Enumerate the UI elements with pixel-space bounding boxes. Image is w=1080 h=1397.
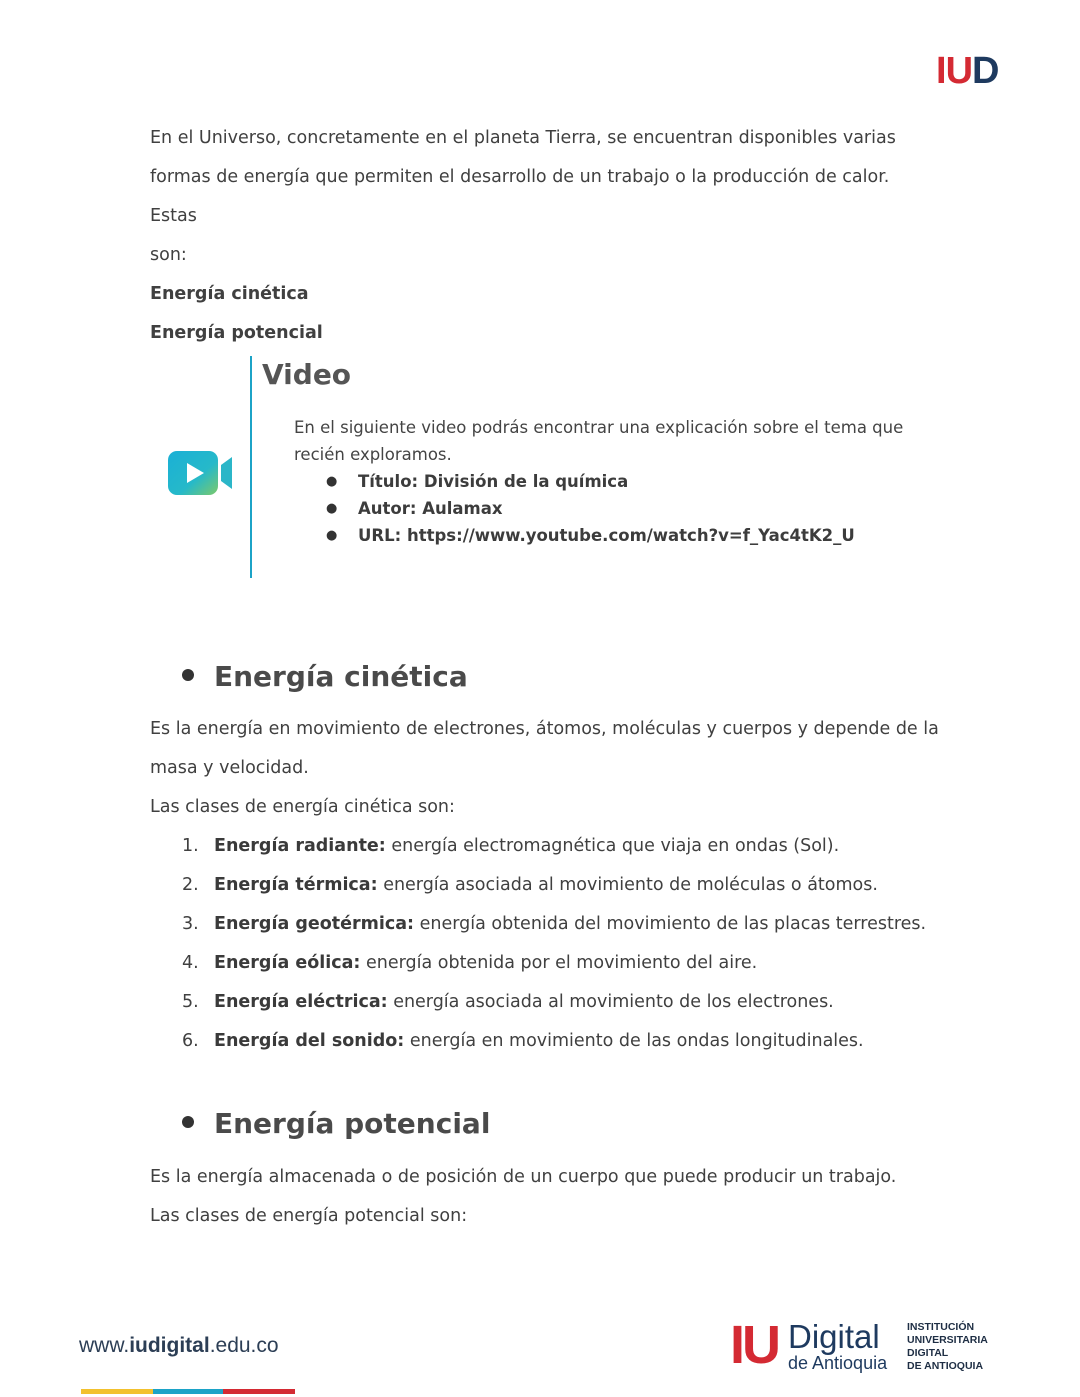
potential-heading: Energía potencial bbox=[182, 1107, 490, 1140]
intro-line: En el Universo, concretamente en el planeta Tierra, se encuentran disponibles varias bbox=[150, 128, 896, 148]
kinetic-classes-list bbox=[182, 827, 942, 1061]
kinetic-heading: Energía cinética bbox=[182, 660, 468, 693]
bullet-icon bbox=[182, 1116, 194, 1128]
kinetic-line: masa y velocidad. bbox=[150, 758, 309, 778]
intro-line: formas de energía que permiten el desarrollo de un trabajo o la producción de calor. Estas bbox=[150, 167, 890, 226]
video-body bbox=[294, 414, 934, 549]
kinetic-paragraph bbox=[150, 710, 940, 827]
kinetic-line: Las clases de energía cinética son: bbox=[150, 797, 455, 817]
potential-line: Es la energía almacenada o de posición de un cuerpo que puede producir un trabajo. bbox=[150, 1167, 897, 1187]
footer-bar-blue bbox=[153, 1389, 223, 1394]
video-info-list bbox=[294, 468, 934, 549]
intro-item-potential: Energía potencial bbox=[150, 323, 323, 343]
iud-logo: IUD bbox=[936, 50, 999, 92]
potential-line: Las clases de energía potencial son: bbox=[150, 1206, 468, 1226]
footer-bar-yellow bbox=[81, 1389, 153, 1394]
list-item: 2. Energía térmica: energía asociada al movimiento de moléculas o átomos. bbox=[182, 875, 878, 895]
video-description: En el siguiente video podrás encontrar una explicación sobre el tema que recién exploramos. bbox=[294, 418, 904, 464]
iudigital-logo: IU Digital de Antioquia INSTITUCIÓN UNIVERSITARIA DIGITAL DE ANTIOQUIA bbox=[730, 1315, 988, 1375]
video-info-url[interactable]: ● URL: https://www.youtube.com/watch?v=f_Yac4tK2_U bbox=[294, 522, 934, 549]
institution-name: INSTITUCIÓN UNIVERSITARIA DIGITAL DE ANTIOQUIA bbox=[907, 1321, 988, 1372]
video-info-title: ● Título: División de la química bbox=[294, 468, 934, 495]
footer-bar-red bbox=[223, 1389, 295, 1394]
bullet-icon bbox=[182, 669, 194, 681]
potential-paragraph bbox=[150, 1158, 940, 1236]
list-item: 5. Energía eléctrica: energía asociada al movimiento de los electrones. bbox=[182, 992, 834, 1012]
video-title: Video bbox=[262, 358, 352, 391]
footer-website[interactable]: www.iudigital.edu.co bbox=[79, 1334, 279, 1357]
intro-item-kinetic: Energía cinética bbox=[150, 284, 309, 304]
list-item: 4. Energía eólica: energía obtenida por el movimiento del aire. bbox=[182, 953, 758, 973]
list-item: 3. Energía geotérmica: energía obtenida del movimiento de las placas terrestres. bbox=[182, 914, 927, 934]
intro-line: son: bbox=[150, 245, 187, 265]
video-camera-icon bbox=[168, 451, 234, 495]
list-item: 6. Energía del sonido: energía en movimiento de las ondas longitudinales. bbox=[182, 1031, 864, 1051]
kinetic-line: Es la energía en movimiento de electrones, átomos, moléculas y cuerpos y depende de la bbox=[150, 719, 939, 739]
video-callout bbox=[250, 356, 940, 578]
video-info-author: ● Autor: Aulamax bbox=[294, 495, 934, 522]
intro-paragraph bbox=[150, 119, 940, 353]
list-item: 1. Energía radiante: energía electromagnética que viaja en ondas (Sol). bbox=[182, 836, 840, 856]
